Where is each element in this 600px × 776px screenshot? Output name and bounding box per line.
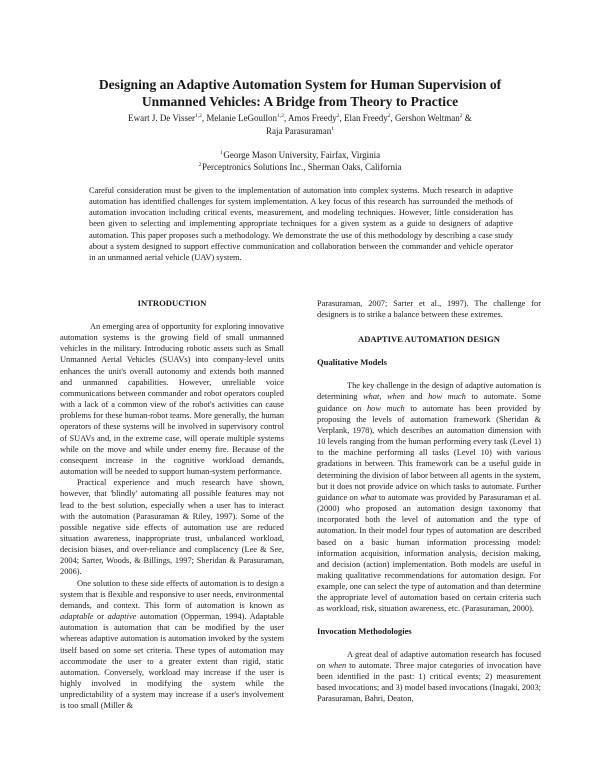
- affiliation-list: [150, 149, 450, 173]
- author-affiliation-mark: 1,2: [194, 113, 202, 119]
- paragraph: Practical experience and much research have shown, however, that 'blindly' automating all possible features may not lead to the best solution, especially when a user has to interact with the automation (Parasuraman & Riley, 1997). Some of the possible negative side effects of automation use are reduced situation awareness, inappropriate trust, unbalanced workload, decision biases, and over-reliance and complacency (Lee & See, 2004; Sarter, Woods, & Billings, 1997; Sheridan & Parasuraman, 2006).: [60, 478, 284, 577]
- subsection-heading-invocation-methodologies: Invocation Methodologies: [317, 625, 412, 636]
- emphasis: what: [360, 492, 377, 502]
- text-run: to automate was provided by Parasuraman et al. (2000) who proposed an automation design taxonomy that incorporated both the level of automation and the type of automation. In their model four types of automation are described based on a basic human information processing model: information acquisition, information analysis, decision making, and decision (action) implementation. Both models are useful in making qualitative recommendations for automation design. For example, one can select the type of automation and than determine the appropriate level of automation based on certain criteria such as workload, risk, situation awareness, etc. (Parasuraman, 2000).: [317, 492, 541, 614]
- author-name: Elan Freedy: [343, 113, 388, 123]
- author-affiliation-mark: 2: [387, 113, 391, 119]
- emphasis: adaptable: [60, 612, 94, 622]
- abstract: Careful consideration must be given to the implementation of automation into complex systems. Much research in adaptive automation has identified challenges for system implementation. A key focus of this research has surrounded the methods of automation invocation including critical events, measurement, and modeling techniques. However, little consideration has been given to selecting and implementing appropriate techniques for a given system as a guide to designers of adaptive automation. This paper proposes such a methodology. We demonstrate the use of this methodology by describing a case study about a system designed to support effective communication and collaboration between the commander and vehicle operator in an unmanned aerial vehicle (UAV) system.: [89, 186, 513, 262]
- text-run: A great deal of adaptive automation research has focused on: [317, 649, 541, 670]
- author-affiliation-mark: 2: [336, 113, 340, 119]
- paragraph-continuation: Parasuraman, 2007; Sarter et al., 1997). The challenge for designers is to strike a balance between these extremes.: [317, 299, 541, 320]
- author-name: Ewart J. De Visser: [128, 113, 195, 123]
- text-run: automation (Opperman, 1994). Adaptable automation is automation that can be modified by the user whereas adaptive automation is automation invoked by the system itself based on some set criteria. These types of automation may accommodate the user to a greater extent than rigid, static automation. Conversely, workload may increase if the user is highly involved in modifying the system while the unpredictability of a system may increase if a user's involvement is too small (Miller &: [60, 612, 285, 711]
- emphasis: when: [328, 660, 347, 670]
- author-name: Amos Freedy: [287, 113, 337, 123]
- affiliation-text: Perceptronics Solutions Inc., Sherman Oaks, California: [202, 162, 402, 172]
- text-run: or: [93, 612, 108, 622]
- text-run: to automate. Three major categories of invocation have been identified in the past: 1) critical events; 2) measurement based invocations; and 3) model based invocations (Inagaki, 2003; Parasuraman, Bahri, Deaton,: [317, 660, 542, 704]
- author-name: Raja Parasuraman: [266, 125, 332, 136]
- affiliation-number: 1: [219, 150, 223, 156]
- paper-title: [60, 76, 540, 110]
- subsection-heading-qualitative-models: Qualitative Models: [317, 357, 387, 368]
- paragraph: [60, 578, 284, 712]
- text-run: One solution to these side effects of automation is to design a system that is flexible and responsive to user needs, environmental demands, and context. This form of automation is known as: [60, 578, 284, 610]
- text-run: to automate. Some guidance on: [317, 392, 541, 413]
- author-affiliation-mark: 1: [331, 125, 334, 132]
- author-name: Gershon Weltman: [394, 113, 460, 123]
- left-column: [60, 298, 284, 711]
- title-line-2: Unmanned Vehicles: A Bridge from Theory to Practice: [141, 94, 459, 109]
- title-line-1: Designing an Adaptive Automation System for Human Supervision of: [98, 77, 502, 92]
- right-column: [317, 298, 541, 704]
- paragraph: An emerging area of opportunity for exploring innovative automation systems is the growing field of small unmanned vehicles in the military. Introducing robotic assets such as Small Unmanned Aerial Vehicles (SUAVs) into company-level units enhances the unit's overall autonomy and extends both manned and unmanned capabilities. However, unreliable voice communications between commander and robot operators coupled with a lack of a common view of the robot's activities can cause problems for these human-robot teams. More generally, the human operators of these systems will be involved in supervisory control of SUAVs and, in the extreme case, will operate multiple systems while on the move and while under enemy fire. Because of the consequent increase in the cognitive workload demands, automation will be needed to support human-system performance.: [60, 322, 284, 477]
- affiliation: [150, 161, 450, 173]
- paragraph: [317, 649, 541, 705]
- paragraph: [317, 380, 541, 614]
- section-heading-introduction: INTRODUCTION: [137, 298, 207, 308]
- author-list: Ewart J. De Visser$^{1,2}$, Melanie LeGoullon$^{1,2}$, Amos Freedy$^2$, Elan Freedy$^2$, Gershon Weltman$^2$ & Raja Parasuraman$^1$: [128, 113, 472, 136]
- affiliation-number: 2: [198, 162, 202, 168]
- affiliation: [150, 149, 450, 161]
- text-run: to automate has been provided by proposing the levels of automation framework (Sheridan & Verplank, 1978), which describes an automation dimension with 10 levels ranging from the human performing every task (Level 1) to the machine performing all tasks (Level 10) with various gradations in between. This framework can be a useful guide in determining the division of labor between all agents in the system, but it does not provide advice on which tasks to automate. Further guidance on: [317, 403, 541, 502]
- section-heading-adaptive-automation-design: ADAPTIVE AUTOMATION DESIGN: [358, 334, 500, 345]
- text-run: and: [404, 392, 429, 402]
- author-affiliation-mark: 2: [459, 113, 463, 119]
- author-name: Melanie LeGoullon: [206, 113, 278, 123]
- emphasis: adaptive: [107, 612, 137, 622]
- text-run: The key challenge in the design of adaptive automation is determining: [317, 381, 541, 402]
- text-run: ,: [379, 392, 388, 402]
- emphasis: what: [363, 392, 380, 402]
- emphasis: how much: [366, 403, 405, 413]
- emphasis: how much: [428, 392, 466, 402]
- affiliation-text: George Mason University, Fairfax, Virginia: [223, 150, 381, 160]
- emphasis: when: [387, 392, 405, 402]
- author-affiliation-mark: 1,2: [277, 113, 284, 119]
